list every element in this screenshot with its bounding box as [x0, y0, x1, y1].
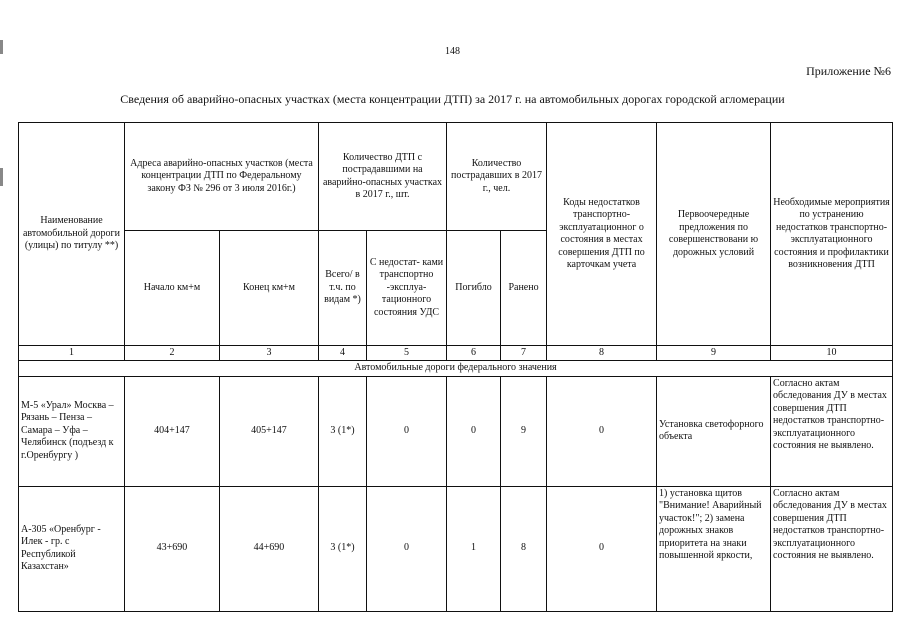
cell-proposals: Установка светофорного объекта — [657, 376, 771, 486]
cell-road: М-5 «Урал» Москва – Рязань – Пенза – Самара – Уфа – Челябинск (подъезд к г.Оренбургу ) — [19, 376, 125, 486]
header-road-name: Наименование автомобильной дороги (улицы) по титулу **) — [19, 123, 125, 346]
column-number: 3 — [220, 346, 319, 361]
cell-start: 43+690 — [125, 486, 220, 611]
column-number: 9 — [657, 346, 771, 361]
cell-start: 404+147 — [125, 376, 220, 486]
header-measures: Необходимые мероприятия по устранению недостатков транспортно-эксплуатационного состояния и профилактики возникновения ДТП — [771, 123, 893, 346]
header-codes: Коды недостатков транспортно-эксплуатационног о состояния в местах совершения ДТП по карточкам учета — [547, 123, 657, 346]
appendix-label: Приложение №6 — [806, 64, 891, 78]
cell-measures: Согласно актам обследования ДУ в местах совершения ДТП недостатков транспортно-эксплуатационного состояния не выявлено. — [771, 486, 893, 611]
column-number: 2 — [125, 346, 220, 361]
cell-end: 405+147 — [220, 376, 319, 486]
column-number: 5 — [367, 346, 447, 361]
column-number: 7 — [501, 346, 547, 361]
column-number: 1 — [19, 346, 125, 361]
cell-injured: 9 — [501, 376, 547, 486]
table-row — [19, 486, 893, 611]
cell-killed: 0 — [447, 376, 501, 486]
section-heading: Автомобильные дороги федерального значения — [19, 361, 893, 377]
cell-codes: 0 — [547, 376, 657, 486]
page-number: 148 — [445, 46, 460, 57]
document-title: Сведения об аварийно-опасных участках (места концентрации ДТП) за 2017 г. на автомобильных дорогах городской агломерации — [120, 92, 785, 106]
header-proposals: Первоочередные предложения по совершенствовани ю дорожных условий — [657, 123, 771, 346]
cell-codes: 0 — [547, 486, 657, 611]
cell-measures: Согласно актам обследования ДУ в местах совершения ДТП недостатков транспортно-эксплуатационного состояния не выявлено. — [771, 376, 893, 486]
column-number: 8 — [547, 346, 657, 361]
cell-with-defects: 0 — [367, 486, 447, 611]
header-injured: Ранено — [501, 231, 547, 346]
header-accidents: Количество ДТП с пострадавшими на аварийно-опасных участках в 2017 г., шт. — [319, 123, 447, 231]
scan-edge-mark — [0, 168, 3, 186]
column-number: 4 — [319, 346, 367, 361]
cell-total: 3 (1*) — [319, 486, 367, 611]
header-start: Начало км+м — [125, 231, 220, 346]
cell-injured: 8 — [501, 486, 547, 611]
cell-road: А-305 «Оренбург - Илек - гр. с Республикой Казахстан» — [19, 486, 125, 611]
column-number: 6 — [447, 346, 501, 361]
header-addresses: Адреса аварийно-опасных участков (места концентрации ДТП по Федеральному закону ФЗ № 296 от 3 июля 2016г.) — [125, 123, 319, 231]
header-with-defects: С недостат- ками транспортно -эксплуа- тационного состояния УДС — [367, 231, 447, 346]
cell-total: 3 (1*) — [319, 376, 367, 486]
cell-killed: 1 — [447, 486, 501, 611]
header-killed: Погибло — [447, 231, 501, 346]
cell-proposals: 1) установка щитов "Внимание! Аварийный участок!"; 2) замена дорожных знаков приоритета на знаки повышенной яркости, — [657, 486, 771, 611]
table-row — [19, 376, 893, 486]
header-total: Всего/ в т.ч. по видам *) — [319, 231, 367, 346]
header-victims: Количество пострадавших в 2017 г., чел. — [447, 123, 547, 231]
column-number: 10 — [771, 346, 893, 361]
cell-with-defects: 0 — [367, 376, 447, 486]
cell-end: 44+690 — [220, 486, 319, 611]
accident-sites-table — [18, 122, 893, 612]
header-end: Конец км+м — [220, 231, 319, 346]
